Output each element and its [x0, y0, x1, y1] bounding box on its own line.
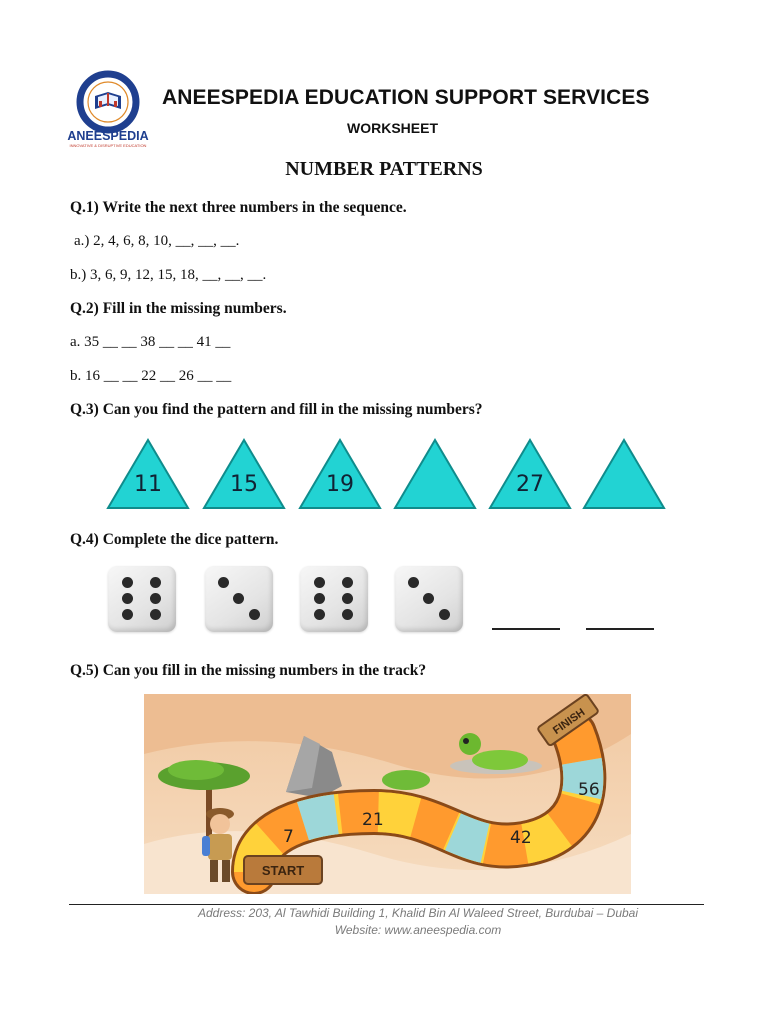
- question-1: Q.1) Write the next three numbers in the sequence.: [70, 199, 407, 216]
- worksheet-label: WORKSHEET: [347, 120, 438, 136]
- triangle-blank[interactable]: [582, 438, 666, 510]
- die-six: [300, 566, 368, 632]
- dice-answer-blank[interactable]: [492, 628, 560, 630]
- page-title: NUMBER PATTERNS: [285, 158, 483, 180]
- question-3: Q.3) Can you find the pattern and fill in the missing numbers?: [70, 401, 483, 418]
- triangle: [488, 438, 572, 510]
- triangle-number: 15: [230, 472, 258, 497]
- question-2: Q.2) Fill in the missing numbers.: [70, 300, 287, 317]
- triangle-pattern: [106, 438, 666, 512]
- start-label: START: [261, 863, 305, 878]
- footer-website[interactable]: Website: www.aneespedia.com: [334, 923, 502, 937]
- triangle-blank[interactable]: [393, 438, 477, 510]
- finish-label: FINISH: [550, 706, 588, 737]
- track-number: 21: [362, 810, 384, 830]
- dice-answer-blank[interactable]: [586, 628, 654, 630]
- question-4: Q.4) Complete the dice pattern.: [70, 531, 279, 548]
- question-5: Q.5) Can you fill in the missing numbers in the track?: [70, 662, 427, 679]
- question-1-part-a: a.) 2, 4, 6, 8, 10, __, __, __.: [74, 233, 240, 249]
- question-2-part-a: a. 35 __ __ 38 __ __ 41 __: [70, 334, 231, 350]
- bush-icon: [382, 770, 430, 790]
- dice-pattern: [108, 566, 668, 636]
- die-three: [395, 566, 463, 632]
- organization-title: ANEESPEDIA EDUCATION SUPPORT SERVICES: [162, 86, 650, 109]
- die-three: [205, 566, 273, 632]
- track-illustration: [144, 694, 631, 894]
- logo-tagline: INNOVATIVE & DISRUPTIVE EDUCATION: [69, 143, 147, 148]
- turtle-icon: [472, 750, 528, 770]
- triangle-number: 27: [516, 472, 544, 497]
- triangle: [202, 438, 286, 510]
- die-six: [108, 566, 176, 632]
- triangle-number: 19: [326, 472, 354, 497]
- track-number: 42: [510, 828, 532, 848]
- footer-address: Address: 203, Al Tawhidi Building 1, Khalid Bin Al Waleed Street, Burdubai – Dubai: [197, 906, 639, 920]
- organization-logo: [62, 66, 154, 148]
- triangle-number: 11: [134, 472, 162, 497]
- footer-divider: [69, 904, 704, 905]
- triangle: [298, 438, 382, 510]
- question-1-part-b: b.) 3, 6, 9, 12, 15, 18, __, __, __.: [70, 267, 267, 283]
- question-2-part-b: b. 16 __ __ 22 __ 26 __ __: [70, 368, 232, 384]
- track-number: 56: [578, 780, 600, 800]
- track-number: 7: [283, 827, 294, 847]
- triangle: [106, 438, 190, 510]
- logo-name: ANEESPEDIA: [67, 129, 149, 143]
